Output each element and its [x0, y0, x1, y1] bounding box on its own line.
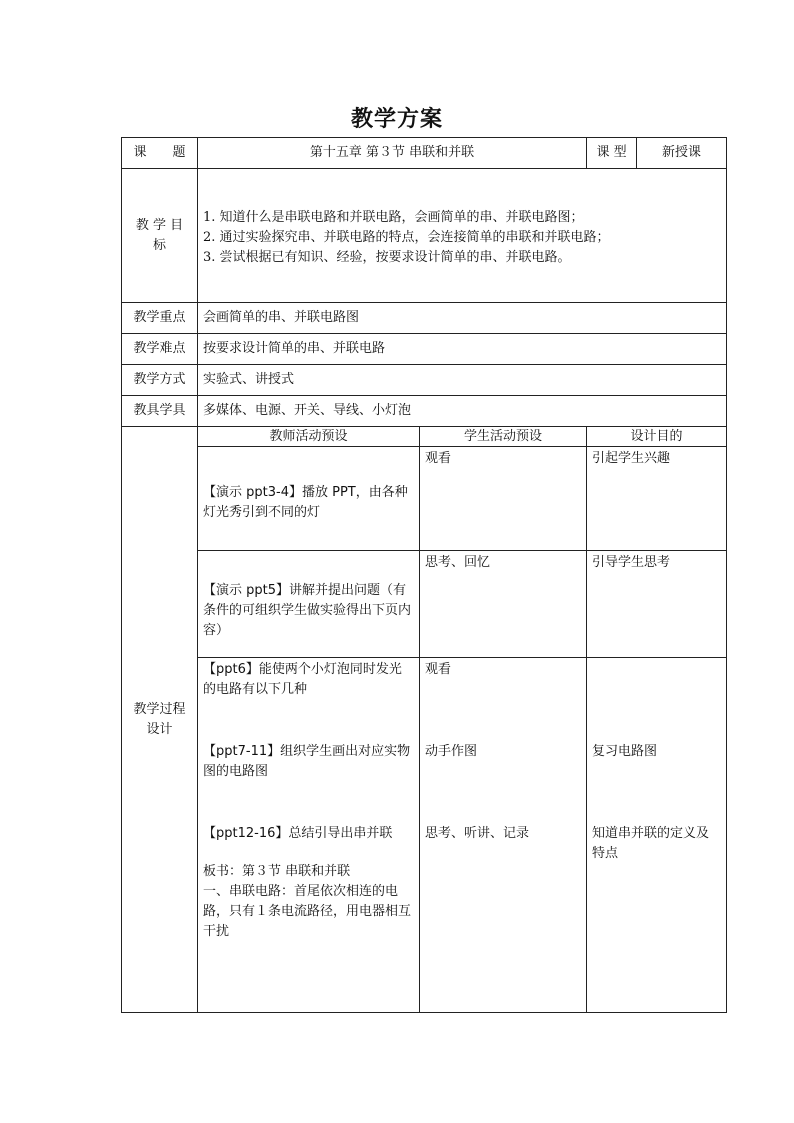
topic-value: 第十五章 第３节 串联和并联 — [198, 138, 587, 169]
student-activity-block — [420, 658, 587, 1013]
method-row — [122, 365, 727, 396]
teacher-step: 板书：第３节 串联和并联 — [203, 864, 351, 879]
purpose-step: 知道串并联的定义及特点 — [592, 826, 710, 861]
process-label: 教学过程设计 — [122, 427, 198, 1013]
purpose-step: 复习电路图 — [592, 744, 658, 759]
lesson-plan-table — [121, 137, 727, 1013]
goal-item: 3. 尝试根据已有知识、经验，按要求设计简单的串、并联电路。 — [203, 249, 571, 265]
method-label: 教学方式 — [122, 365, 198, 396]
goal-item: 1. 知道什么是串联电路和并联电路，会画简单的串、并联电路图； — [203, 209, 584, 225]
teacher-activity-block — [198, 658, 420, 1013]
tools-row — [122, 396, 727, 427]
difficulty-label: 教学难点 — [122, 334, 198, 365]
student-step: 观看 — [425, 662, 452, 677]
design-purpose: 引起学生兴趣 — [587, 447, 727, 551]
table-row — [122, 658, 727, 1013]
method-value: 实验式、讲授式 — [198, 365, 727, 396]
student-step: 动手作图 — [425, 744, 478, 759]
tools-value: 多媒体、电源、开关、导线、小灯泡 — [198, 396, 727, 427]
teacher-step: 一、串联电路：首尾依次相连的电路，只有１条电流路径，用电器相互干扰 — [203, 884, 412, 939]
col-student-header: 学生活动预设 — [420, 427, 587, 447]
page-title: 教学方案 — [350, 106, 443, 132]
design-purpose-block — [587, 658, 727, 1013]
goals-row — [122, 169, 727, 303]
topic-row — [122, 138, 727, 169]
table-row — [122, 551, 727, 658]
student-activity: 观看 — [420, 447, 587, 551]
teacher-step: 【ppt6】能使两个小灯泡同时发光的电路有以下几种 — [203, 662, 402, 697]
topic-label: 课 题 — [122, 138, 198, 169]
difficulty-value: 按要求设计简单的串、并联电路 — [198, 334, 727, 365]
teacher-step: 【ppt7-11】组织学生画出对应实物图的电路图 — [203, 744, 411, 779]
col-purpose-header: 设计目的 — [587, 427, 727, 447]
student-activity: 思考、回忆 — [420, 551, 587, 658]
key-point-value: 会画简单的串、并联电路图 — [198, 303, 727, 334]
key-point-label: 教学重点 — [122, 303, 198, 334]
type-label: 课 型 — [587, 138, 637, 169]
goals-list — [198, 169, 727, 303]
key-point-row — [122, 303, 727, 334]
teacher-step: 【ppt12-16】总结引导出串并联 — [203, 826, 393, 841]
teacher-activity: 【演示 ppt3-4】播放 PPT，由各种灯光秀引到不同的灯 — [198, 447, 420, 551]
tools-label: 教具学具 — [122, 396, 198, 427]
design-purpose: 引导学生思考 — [587, 551, 727, 658]
process-header-row — [122, 427, 727, 447]
col-teacher-header: 教师活动预设 — [198, 427, 420, 447]
difficulty-row — [122, 334, 727, 365]
goals-label: 教 学 目 标 — [122, 169, 198, 303]
table-row — [122, 447, 727, 551]
type-value: 新授课 — [637, 138, 727, 169]
goal-item: 2. 通过实验探究串、并联电路的特点，会连接简单的串联和并联电路； — [203, 229, 610, 245]
student-step: 思考、听讲、记录 — [425, 826, 530, 841]
teacher-activity: 【演示 ppt5】讲解并提出问题（有条件的可组织学生做实验得出下页内容） — [198, 551, 420, 658]
